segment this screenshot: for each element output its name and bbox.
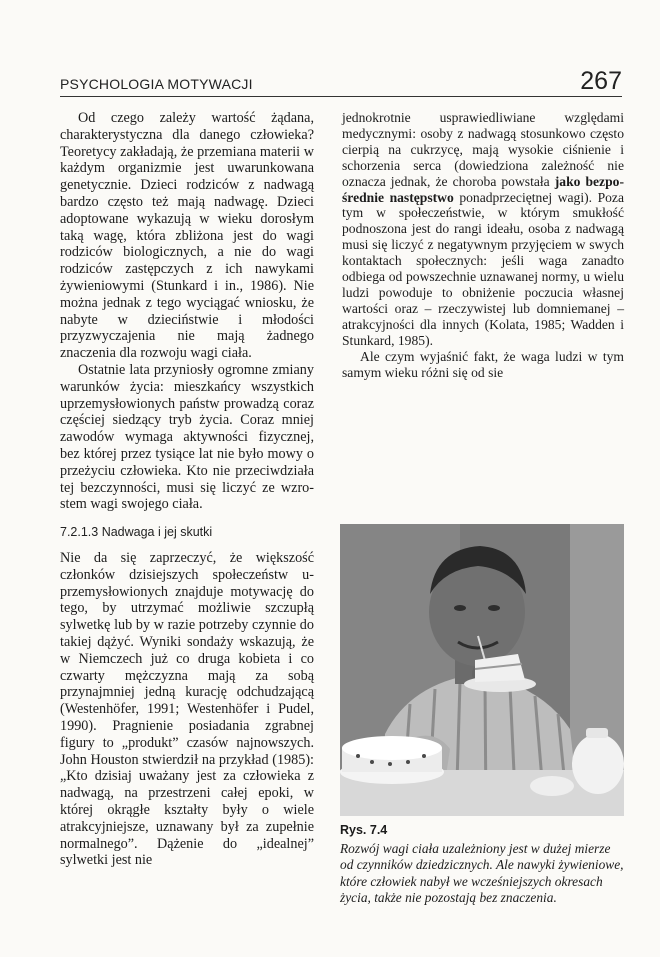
right-column (342, 110, 624, 380)
paragraph: Ostatnie lata przyniosły ogromne zmiany warunków życia: mieszkańcy wszystkich uprzemysłowionych państw prowadzą coraz częściej siedzący tryb życia. Coraz mniej zawodów wymaga aktywności fizycznej, bez której przez tysiące lat nie było mowy o przeżyciu człowieka. Kto nie przeciwdziała tej bezczynności, musi się liczyć ze wzrostem wagi swojego ciała. (60, 361, 314, 513)
bold-phrase: jako bezpośrednie następstwo (342, 173, 624, 205)
figure-photo (340, 524, 624, 816)
header-rule (60, 96, 622, 97)
figure-caption (340, 822, 624, 907)
figure-label: Rys. 7.4 (340, 823, 388, 837)
text-run: ponadprzeciętnej wagi). Poza tym w społeczeństwie, w którym smukłość podnoszona jest do rangi ideału, osoba z nadwagą musi się liczyć z negatywnym przyjęciem w swych kontaktach społecznych: jeśli waga zanadto odbiega od powszechnie uznawanej normy, u wielu ludzi powoduje to obniżenie poczucia własnej wartości oraz – rzeczywistej lub domniemanej – atrakcyjności dla innych (Kolata, 1985; Wadden i Stunkard, 1985). (342, 189, 625, 348)
page-number: 267 (580, 67, 622, 95)
paragraph: Od czego zależy wartość żądana, charakterystyczna dla danego człowieka? Teoretycy zakładają, że przemiana materii w każdym organizmie jest uwarunkowana genetycznie. Dzieci rodziców z nadwagą bardzo często też mają nadwagę. Dzieci adoptowane wykazują w wieku dorosłym taką wagę, która zbliżona jest do wagi rodziców biologicznych, a nie do wagi rodziców zastępczych z ich nawykami żywieniowymi (Stunkard i in., 1986). Nie można jednak z tego wyciągać wniosku, że nabyte w dzieciństwie i młodości przyzwyczajenia nie mają żadnego znaczenia dla rozwoju wagi ciała. (60, 110, 314, 362)
left-column (60, 110, 314, 869)
section-heading: 7.2.1.3 Nadwaga i jej skutki (60, 525, 213, 540)
photo-illustration (340, 524, 624, 816)
paragraph: Ale czym wyjaśnić fakt, że waga ludzi w tym samym wieku różni się od sie (342, 348, 624, 380)
paragraph (342, 110, 624, 349)
page-header (60, 64, 622, 96)
running-head: PSYCHOLOGIA MOTYWACJI (60, 76, 253, 92)
caption-text: Rozwój wagi ciała uzależniony jest w dużej mierze od czynników dziedzicznych. Ale nawyki żywieniowe, które człowiek nabył we wcześniejszych okresach życia, także nie pozostają bez znaczenia. (340, 840, 624, 906)
paragraph: Nie da się zaprzeczyć, że większość członków dzisiejszych społeczeństw uprzemysłowionych znajduje motywację do tego, by utrzymać możliwie szczupłą sylwetkę lub by w razie potrzeby czynnie do takiej dążyć. Wyniki sondaży wskazują, że w Niemczech już co druga kobieta i co czwarty mężczyzna mają za sobą przynajmniej jedną kurację odchudzającą (Westenhöfer, 1991; Westenhöfer i Pudel, 1990). Pragnienie posiadania zgrabnej figury to „produkt” czasów najnowszych. John Houston stwierdził na przykład (1985): „Kto dzisiaj uważany jest za człowieka z nadwagą, na przestrzeni całej epoki, w której okrągłe kształty były o wiele atrakcyjniejsze, uznawany był za zupełnie normalnego”. Dążenie do „idealnej” sylwetki jest nie (60, 550, 314, 869)
text-run: jednokrotnie usprawiedliwiane względami medycznymi: osoby z nadwagą stosunkowo często cierpią na cukrzycę, mają wysokie ciśnienie i schorzenia serca (dowiedziona zależność nie oznacza jednak, że choroba powstała (342, 110, 624, 189)
